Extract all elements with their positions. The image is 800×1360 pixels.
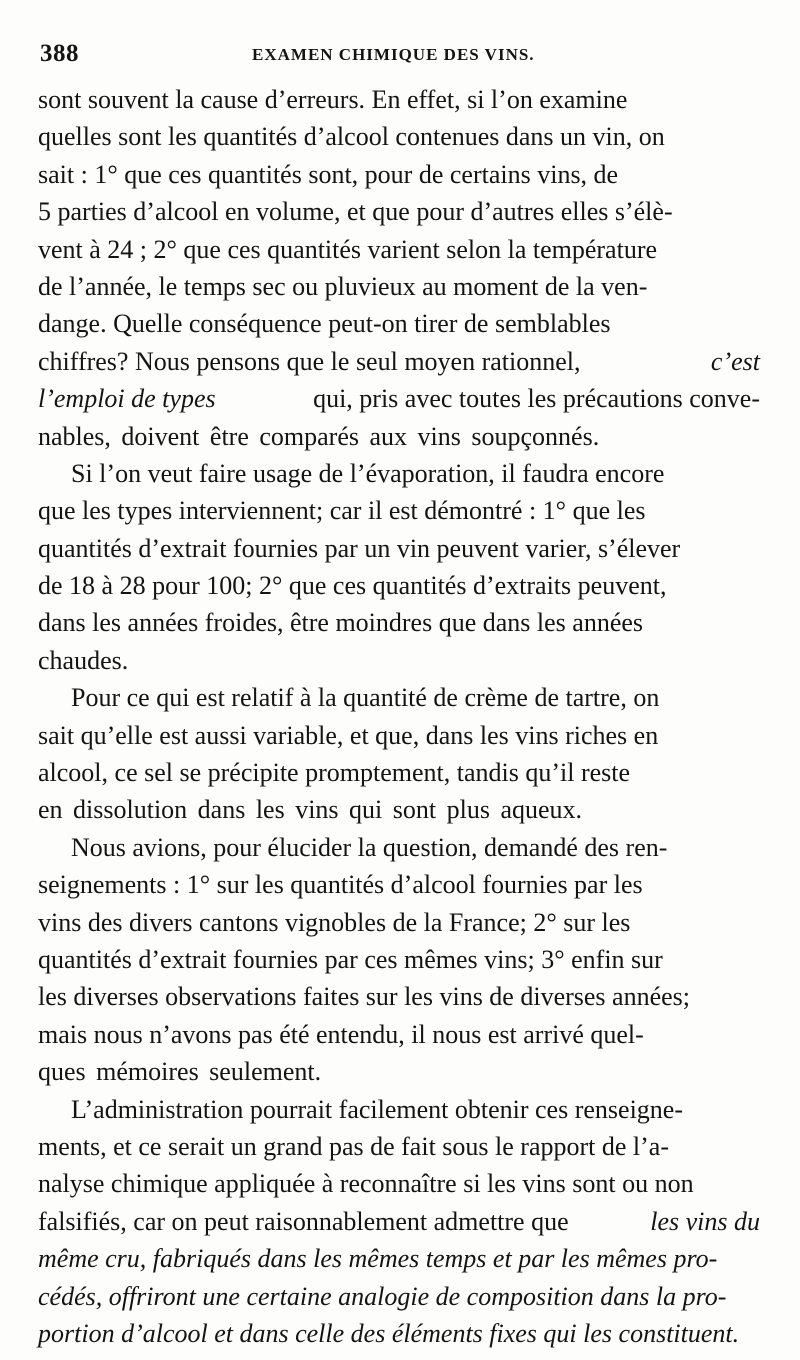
text-line: Pour ce qui est relatif à la quantité de crème de tartre, on: [71, 683, 660, 713]
text-line: Nous avions, pour élucider la question, demandé des ren-: [71, 832, 668, 862]
text-segment: chiffres? Nous pensons que le seul moyen rationnel,: [38, 346, 581, 376]
text-line: Si l’on veut faire usage de l’évaporation, il faudra encore: [71, 458, 665, 488]
text-line: en dissolution dans les vins qui sont plus aqueux.: [38, 795, 583, 825]
text-line: quantités d’extrait fournies par un vin peuvent varier, s’élever: [38, 533, 681, 563]
text-line: L’administration pourrait facilement obtenir ces renseigne-: [71, 1094, 683, 1124]
text-segment: falsifiés, car on peut raisonnablement admettre que: [38, 1206, 569, 1236]
text-segment: qui, pris avec toutes les précautions conve-: [313, 384, 760, 414]
text-line: seignements : 1° sur les quantités d’alcool fournies par les: [38, 870, 643, 900]
text-line: de l’année, le temps sec ou pluvieux au moment de la ven-: [38, 271, 648, 301]
text-line: de 18 à 28 pour 100; 2° que ces quantités d’extraits peuvent,: [38, 571, 667, 601]
text-line: chaudes.: [38, 645, 129, 675]
text-line: ques mémoires seulement.: [38, 1057, 322, 1087]
italic-segment: les vins du: [650, 1206, 760, 1236]
page-header: [40, 40, 760, 72]
text-line: vins des divers cantons vignobles de la France; 2° sur les: [38, 907, 631, 937]
text-line: que les types interviennent; car il est démontré : 1° que les: [38, 496, 646, 526]
text-line: ments, et ce serait un grand pas de fait sous le rapport de l’a-: [38, 1131, 669, 1161]
text-line: nalyse chimique appliquée à reconnaître si les vins sont ou non: [38, 1169, 694, 1199]
page-number: 388: [40, 40, 79, 67]
body-text: [38, 81, 760, 1352]
text-line: sait : 1° que ces quantités sont, pour de certains vins, de: [38, 159, 619, 189]
text-line: nables, doivent être comparés aux vins soupçonnés.: [38, 421, 600, 451]
text-line: portion d’alcool et dans celle des éléments fixes qui les constituent.: [38, 1318, 740, 1348]
text-line: dans les années froides, être moindres que dans les années: [38, 608, 644, 638]
text-line: les diverses observations faites sur les vins de diverses années;: [38, 982, 691, 1012]
italic-segment: l’emploi de types: [38, 384, 216, 414]
text-line: sait qu’elle est aussi variable, et que, dans les vins riches en: [38, 720, 659, 750]
text-line: alcool, ce sel se précipite promptement, tandis qu’il reste: [38, 758, 631, 788]
text-line: 5 parties d’alcool en volume, et que pour d’autres elles s’élè-: [38, 197, 673, 227]
text-line: vent à 24 ; 2° que ces quantités varient selon la température: [38, 234, 658, 264]
text-line: [38, 380, 760, 417]
text-line: sont souvent la cause d’erreurs. En effet, si l’on examine: [38, 85, 628, 114]
text-line: quelles sont les quantités d’alcool contenues dans un vin, on: [38, 122, 665, 152]
running-head: EXAMEN CHIMIQUE DES VINS.: [252, 45, 535, 64]
text-line: [38, 1203, 760, 1240]
italic-segment: c’est: [710, 346, 760, 376]
text-line: dange. Quelle conséquence peut-on tirer de semblables: [38, 309, 611, 339]
text-line: même cru, fabriqués dans les mêmes temps et par les mêmes pro-: [38, 1244, 718, 1274]
text-line: quantités d’extrait fournies par ces mêmes vins; 3° enfin sur: [38, 944, 663, 974]
text-line: cédés, offriront une certaine analogie de composition dans la pro-: [38, 1281, 727, 1311]
text-line: mais nous n’avons pas été entendu, il nous est arrivé quel-: [38, 1019, 644, 1049]
text-line: [38, 343, 760, 380]
